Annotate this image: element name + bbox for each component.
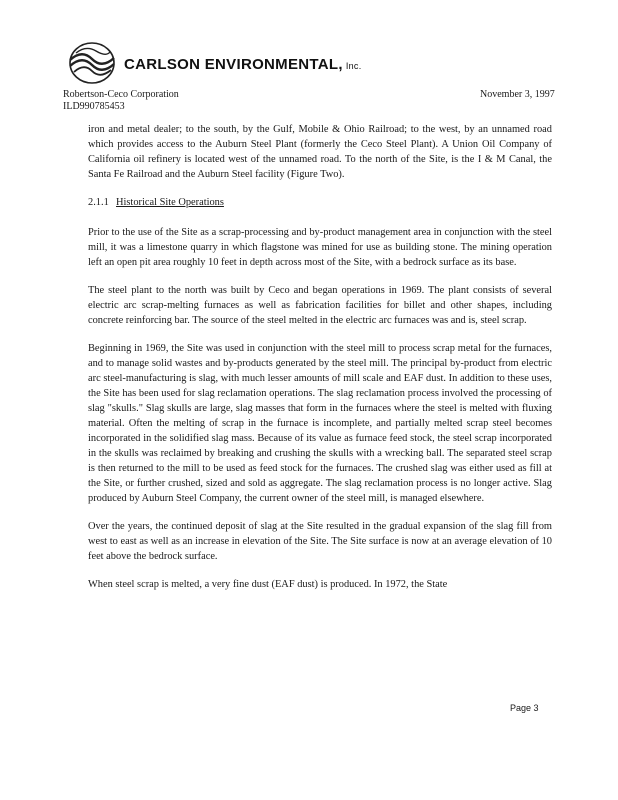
client-name: Robertson-Ceco Corporation [63, 89, 179, 100]
paragraph-5: When steel scrap is melted, a very fine dust (EAF dust) is produced. In 1972, the State [88, 579, 448, 590]
carlson-globe-logo-icon [66, 40, 118, 86]
document-date: November 3, 1997 [480, 89, 555, 100]
paragraph-2: The steel plant to the north was built by Ceco and began operations in 1969. The plant consists of several electric arc scrap-melting furnaces as well as fabrication facilities for billet and other shapes, including concrete reinforcing bar. The source of the steel melted in the electric arc furnaces was and is, steel scrap. [88, 285, 552, 326]
company-name-text: CARLSON ENVIRONMENTAL, [124, 56, 343, 73]
section-heading [88, 195, 552, 210]
paragraph-4: Over the years, the continued deposit of slag at the Site resulted in the gradual expansion of the slag fill from west to east as well as an increase in elevation of the Site. The Site surface is now at an average elevation of 10 feet above the bedrock surface. [88, 521, 552, 562]
company-name [124, 56, 362, 73]
section-number: 2.1.1 [88, 197, 109, 208]
section-title: Historical Site Operations [116, 197, 224, 208]
client-id: ILD990785453 [63, 101, 125, 112]
page-number: Page 3 [510, 703, 539, 713]
company-suffix: Inc. [345, 61, 362, 71]
paragraph-intro: iron and metal dealer; to the south, by the Gulf, Mobile & Ohio Railroad; to the west, by an unnamed road which provides access to the Auburn Steel Plant (formerly the Ceco Steel Plant). A Union Oil Company of California oil refinery is located west of the unnamed road. To the north of the Site, is the I & M Canal, the Santa Fe Railroad and the Auburn Steel facility (Figure Two). [88, 124, 552, 180]
paragraph-3: Beginning in 1969, the Site was used in conjunction with the steel mill to process scrap metal for the furnaces, and to manage solid wastes and by-products generated by the steel mill. The principal by-product from electric arc steel-manufacturing is slag, with much lesser amounts of mill scale and EAF dust. In addition to these uses, the Site has been used for slag reclamation operations. The slag reclamation process involved the processing of slag "skulls." Slag skulls are large, slag masses that form in the furnaces where the steel is melted with fluxing material. Often the melting of scrap in the furnace is incomplete, and partially melted scrap steel becomes incorporated in the solidified slag mass. Because of its value as furnace feed stock, the steel scrap incorporated in the skulls was reclaimed by breaking and crushing the skulls with a wrecking ball. The separated steel scrap is then returned to the mill to be used as feed stock for the furnaces. The crushed slag was either used as fill at the Site, or further crushed, sized and sold as aggregate. The slag reclamation process is no longer active. Slag produced by Auburn Steel Company, the current owner of the steel mill, is managed elsewhere. [88, 343, 552, 504]
document-body [88, 122, 552, 605]
client-block [63, 89, 179, 113]
paragraph-1: Prior to the use of the Site as a scrap-processing and by-product management area in conjunction with the steel mill, it was a limestone quarry in which flagstone was mined for use as building stone. The mining operation left an open pit area roughly 10 feet in depth across most of the Site, with a bedrock surface as its base. [88, 227, 552, 268]
